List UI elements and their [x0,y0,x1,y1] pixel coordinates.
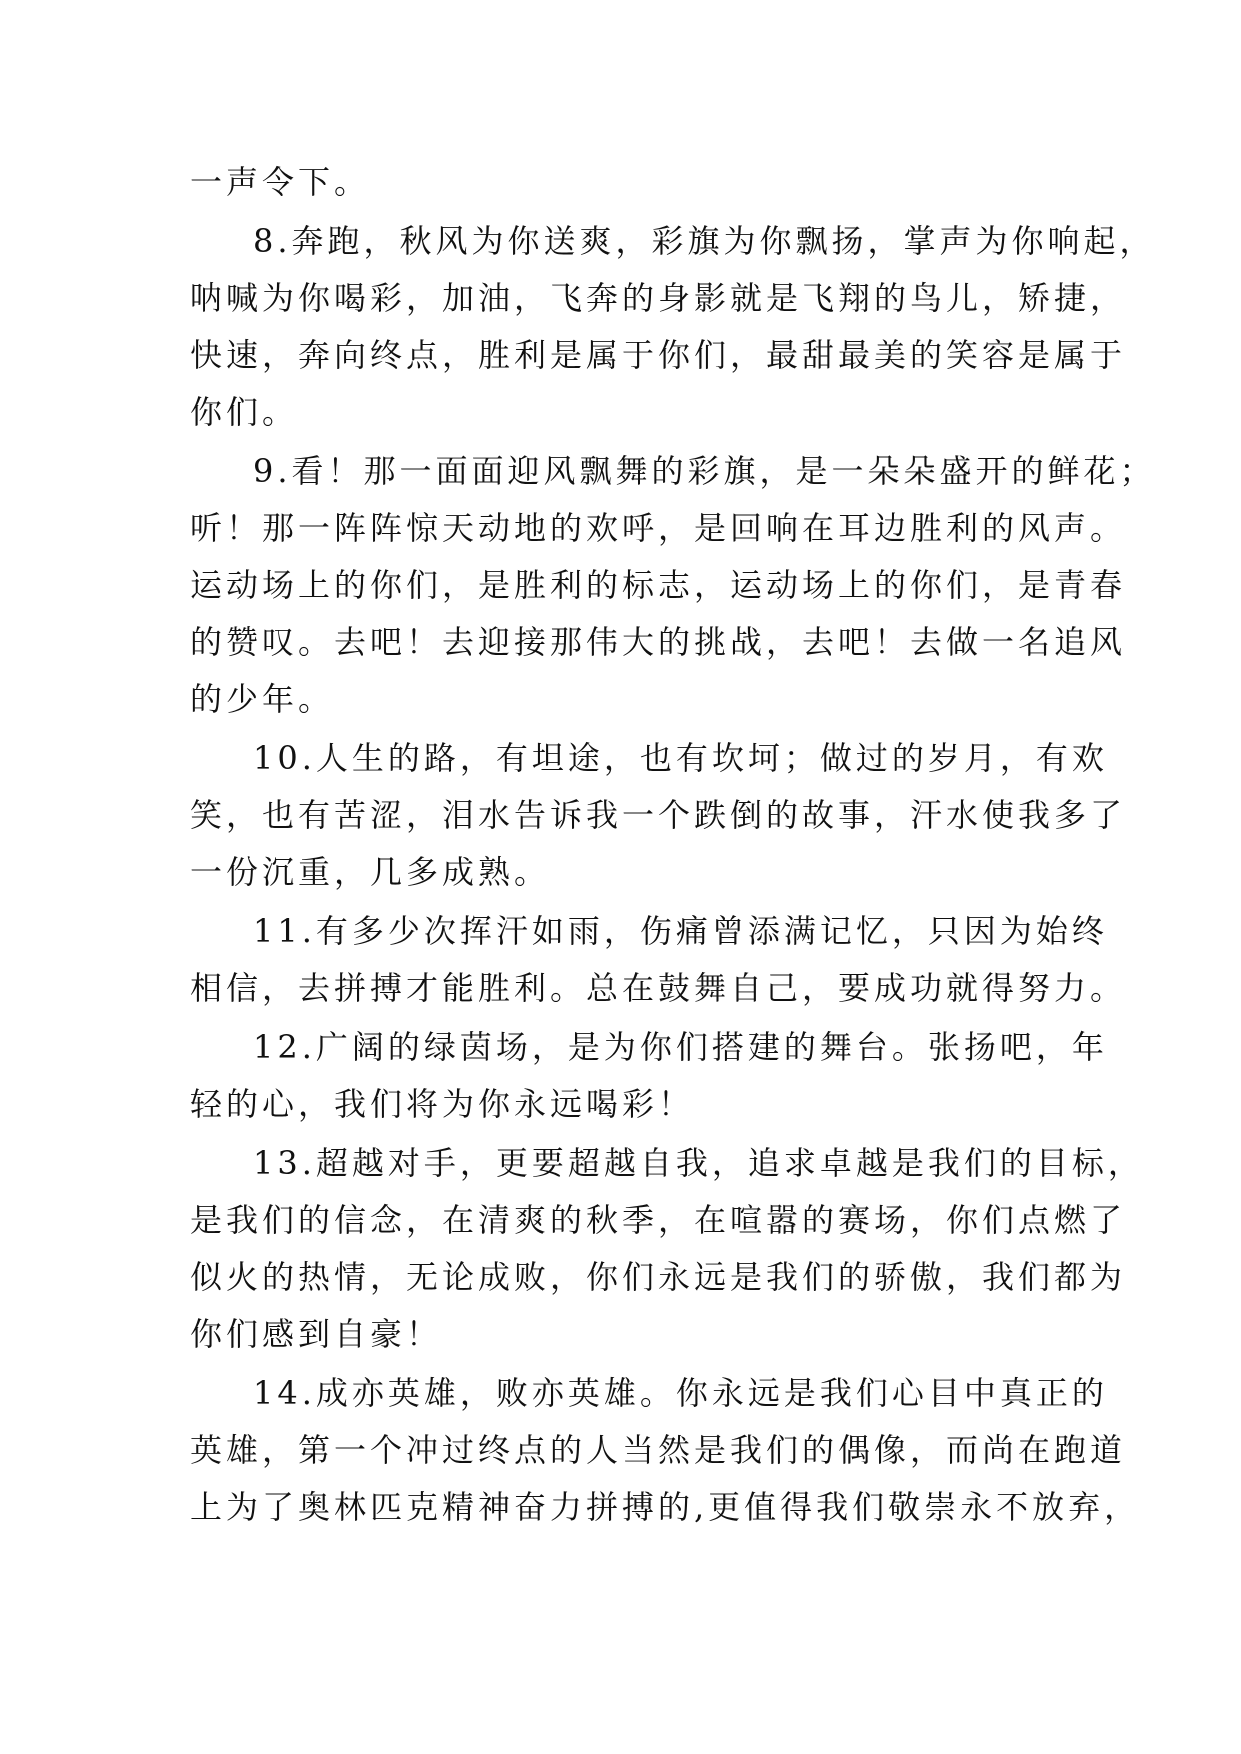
text-line: 运动场上的你们，是胜利的标志，运动场上的你们，是青春 [190,566,1127,604]
text-line: 你们感到自豪！ [190,1315,443,1353]
paragraph-9-line-1: 9.看！那一面面迎风飘舞的彩旗，是一朵朵盛开的鲜花； [253,452,1156,490]
paragraph-10-line-1: 10.人生的路，有坦途，也有坎坷；做过的岁月，有欢 [253,739,1108,777]
text-line: 笑，也有苦涩，泪水告诉我一个跌倒的故事，汗水使我多了 [190,796,1127,834]
text-line: 的少年。 [190,680,335,718]
text-line: 一份沉重，几多成熟。 [190,853,551,891]
paragraph-8-line-1: 8.奔跑，秋风为你送爽，彩旗为你飘扬，掌声为你响起， [253,222,1156,260]
text-line: 快速，奔向终点，胜利是属于你们，最甜最美的笑容是属于 [190,336,1127,374]
text-line: 英雄，第一个冲过终点的人当然是我们的偶像，而尚在跑道 [190,1431,1127,1469]
paragraph-11-line-1: 11.有多少次挥汗如雨，伤痛曾添满记忆，只因为始终 [253,912,1108,950]
paragraph-13-line-1: 13.超越对手，更要超越自我，追求卓越是我们的目标， [253,1144,1144,1182]
text-line: 似火的热情，无论成败，你们永远是我们的骄傲，我们都为 [190,1258,1127,1296]
text-line: 上为了奥林匹克精神奋力拼搏的,更值得我们敬崇永不放弃， [190,1488,1141,1526]
text-line: 是我们的信念，在清爽的秋季，在喧嚣的赛场，你们点燃了 [190,1201,1127,1239]
text-line: 听！那一阵阵惊天动地的欢呼，是回响在耳边胜利的风声。 [190,509,1127,547]
paragraph-14-line-1: 14.成亦英雄，败亦英雄。你永远是我们心目中真正的 [253,1374,1108,1412]
text-line: 轻的心，我们将为你永远喝彩！ [190,1085,695,1123]
text-line: 一声令下。 [190,163,371,201]
text-line: 你们。 [190,393,299,431]
text-line: 相信，去拼搏才能胜利。总在鼓舞自己，要成功就得努力。 [190,969,1127,1007]
text-line: 的赞叹。去吧！去迎接那伟大的挑战，去吧！去做一名追风 [190,623,1127,661]
paragraph-12-line-1: 12.广阔的绿茵场，是为你们搭建的舞台。张扬吧，年 [253,1028,1108,1066]
document-body [190,154,1156,1536]
text-line: 呐喊为你喝彩，加油，飞奔的身影就是飞翔的鸟儿，矫捷， [190,279,1127,317]
